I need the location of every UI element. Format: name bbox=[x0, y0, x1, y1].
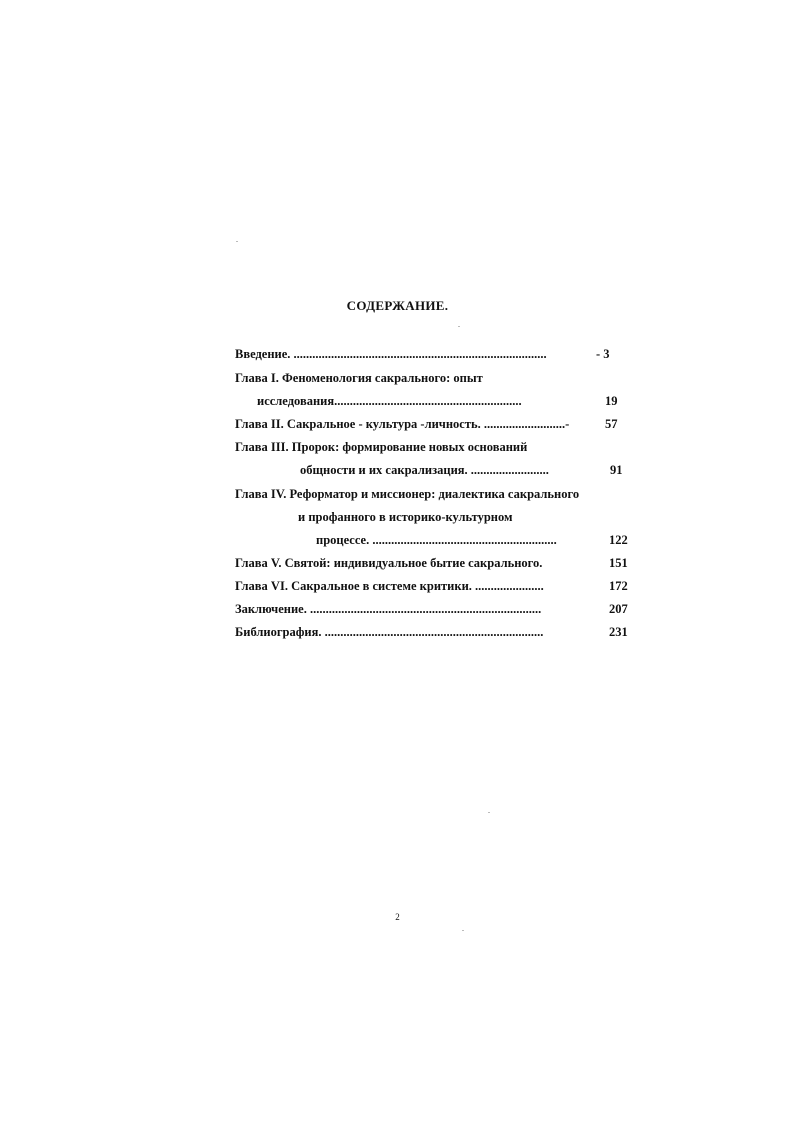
toc-page-conclusion: 207 bbox=[609, 602, 628, 616]
toc-entry-ch3-line2: общности и их сакрализация. ......................... bbox=[300, 463, 549, 477]
toc-page-ch2: 57 bbox=[605, 417, 618, 431]
scan-speck bbox=[488, 812, 490, 813]
toc-title: СОДЕРЖАНИЕ. bbox=[346, 298, 449, 313]
scan-speck bbox=[236, 241, 238, 242]
toc-page-ch1: 19 bbox=[605, 394, 618, 408]
toc-page-ch5: 151 bbox=[609, 556, 628, 570]
page-number: 2 bbox=[395, 912, 400, 922]
toc-entry-ch4-line1: Глава IV. Реформатор и миссионер: диалектика сакрального bbox=[235, 487, 580, 501]
scan-speck bbox=[462, 930, 464, 931]
toc-entry-ch1-line2: исследования............................................................ bbox=[257, 394, 522, 408]
toc-entry-ch4-line2: и профанного в историко-культурном bbox=[298, 510, 513, 524]
toc-entry-ch5: Глава V. Святой: индивидуальное бытие сакрального. bbox=[235, 556, 543, 570]
toc-page-bibliography: 231 bbox=[609, 625, 628, 639]
toc-entry-intro: Введение. ................................................................................. bbox=[235, 347, 547, 361]
toc-entry-ch3-line1: Глава III. Пророк: формирование новых оснований bbox=[235, 440, 528, 454]
toc-page-intro: - 3 bbox=[596, 347, 610, 361]
toc-page-ch4: 122 bbox=[609, 533, 628, 547]
toc-page-ch3: 91 bbox=[610, 463, 623, 477]
scan-speck bbox=[458, 326, 460, 327]
toc-entry-ch2: Глава II. Сакральное - культура -личность. ..........................- bbox=[235, 417, 570, 431]
toc-entry-ch1-line1: Глава I. Феноменология сакрального: опыт bbox=[235, 371, 483, 385]
toc-entry-bibliography: Библиография. ...................................................................... bbox=[235, 625, 544, 639]
toc-page-ch6: 172 bbox=[609, 579, 628, 593]
toc-entry-conclusion: Заключение. .......................................................................... bbox=[235, 602, 542, 616]
toc-entry-ch6: Глава VI. Сакральное в системе критики. ...................... bbox=[235, 579, 544, 593]
toc-entry-ch4-line3: процессе. ........................................................... bbox=[316, 533, 557, 547]
